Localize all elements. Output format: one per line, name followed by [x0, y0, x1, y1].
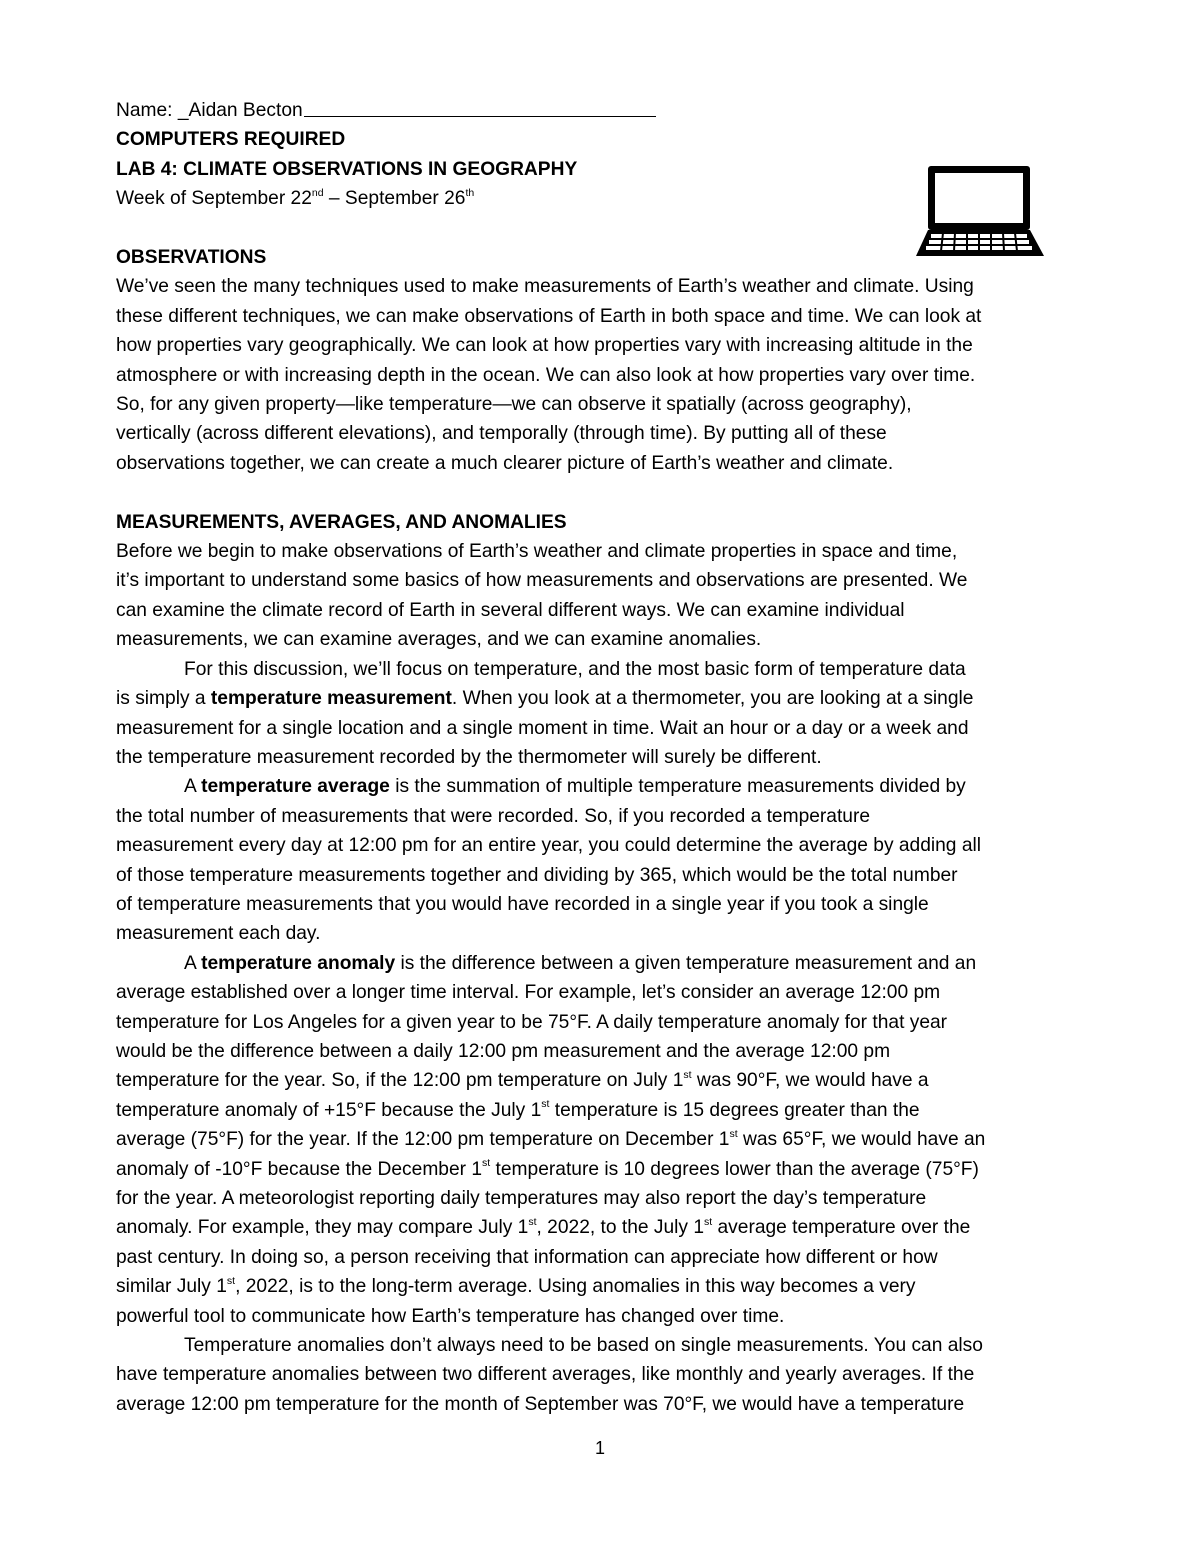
name-label: Name: _Aidan Becton: [116, 100, 303, 121]
anomaly-averages-paragraph: Temperature anomalies don’t always need to be based on single measurements. You can also have temperature anomalies between two different averages, like monthly and yearly averages. If the average 12:00 pm temperature for the month of September was 70°F, we would have a temperature: [116, 1335, 983, 1415]
page-number: 1: [594, 1438, 605, 1458]
temperature-average-paragraph: A temperature average is the summation of multiple temperature measurements divided by the total number of measurements that were recorded. So, if you recorded a temperature measurement every day at 12:00 pm for an entire year, you could determine the average by adding all of those temperature measurements together and dividing by 365, which would be the total number of temperature measurements that you would have recorded in a single year if you took a single measurement each day.: [116, 776, 982, 945]
requirement-text: COMPUTERS REQUIRED: [116, 129, 346, 151]
measurements-intro-paragraph: Before we begin to make observations of Earth’s weather and climate properties in space and time, it’s important to understand some basics of how measurements and observations are presented. We can examine the climate record of Earth in several different ways. We can examine individual measurements, we can examine averages, and we can examine anomalies.: [116, 541, 968, 651]
observations-paragraph: We’ve seen the many techniques used to make measurements of Earth’s weather and climate. Using these different techniques, we can make observations of Earth in both space and time. We can look at how properties vary geographically. We can look at how properties vary with increasing altitude in the atmosphere or with increasing depth in the ocean. We can also look at how properties vary over time. So, for any given property—like temperature—we can observe it spatially (across geography), vertically (across different elevations), and temporally (through time). By putting all of these observations together, we can create a much clearer picture of Earth’s weather and climate.: [116, 276, 982, 474]
temperature-anomaly-paragraph: A temperature anomaly is the difference between a given temperature measurement and an average established over a longer time interval. For example, let’s consider an average 12:00 pm temperature for Los Angeles for a given year to be 75°F. A daily temperature anomaly for that year would be the difference between a daily 12:00 pm measurement and the average 12:00 pm temperature for the year. So, if the 12:00 pm temperature on July 1st was 90°F, we would have a temperature anomaly of +15°F because the July 1st temperature is 15 degrees greater than the average (75°F) for the year. If the 12:00 pm temperature on December 1st was 65°F, we would have an anomaly of -10°F because the December 1st temperature is 10 degrees lower than the average (75°F) for the year. A meteorologist reporting daily temperatures may also report the day’s temperature anomaly. For example, they may compare July 1st, 2022, to the July 1st average temperature over the past century. In doing so, a person receiving that information can appreciate how different or how similar July 1st, 2022, is to the long-term average. Using anomalies in this way becomes a very powerful tool to communicate how Earth’s temperature has changed over time.: [116, 952, 986, 1327]
observations-heading: OBSERVATIONS: [116, 247, 267, 269]
document-body: [116, 96, 1086, 1419]
name-blank-underline: [304, 98, 656, 117]
name-line: [116, 96, 1086, 125]
week-line: Week of September 22nd – September 26th: [116, 186, 475, 210]
temperature-measurement-paragraph: For this discussion, we’ll focus on temperature, and the most basic form of temperature data is simply a temperature measurement. When you look at a thermometer, you are looking at a single measurement for a single location and a single moment in time. Wait an hour or a day or a week and the temperature measurement recorded by the thermometer will surely be different.: [116, 658, 974, 768]
term-temperature-anomaly: temperature anomaly: [201, 952, 396, 974]
lab-title: LAB 4: CLIMATE OBSERVATIONS IN GEOGRAPHY: [116, 158, 578, 180]
term-temperature-measurement: temperature measurement: [210, 688, 452, 710]
term-temperature-average: temperature average: [201, 776, 390, 798]
measurements-heading: MEASUREMENTS, AVERAGES, AND ANOMALIES: [116, 511, 567, 533]
laptop-icon: [915, 163, 1045, 259]
